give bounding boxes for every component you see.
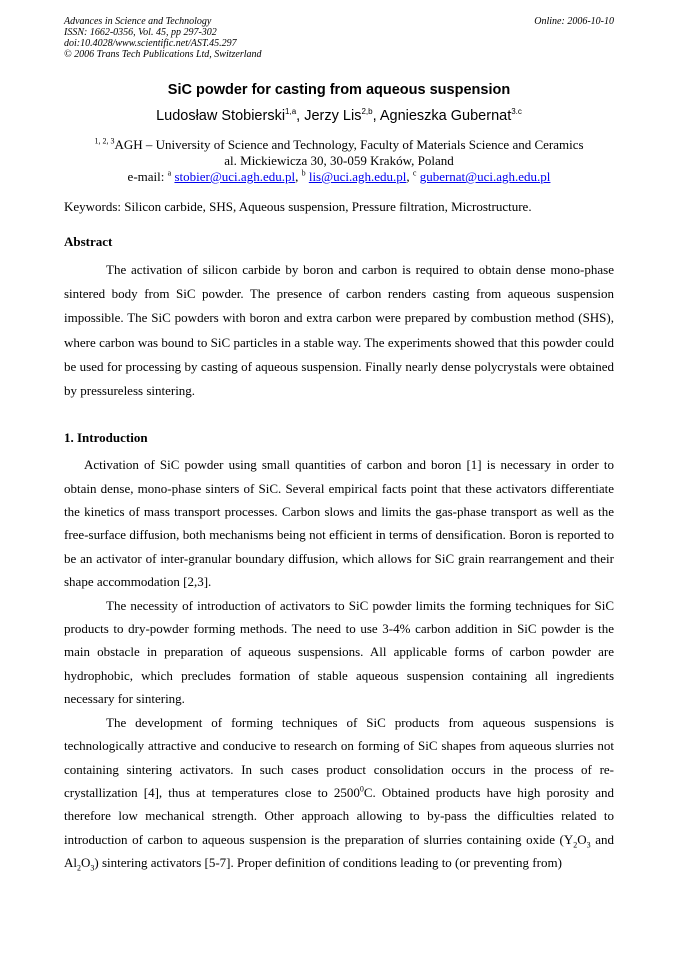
abstract-heading: Abstract [64,234,113,249]
affiliation-line [64,137,614,153]
author-name: Agnieszka Gubernat [379,108,512,124]
degree-superscript: 0 [359,784,364,794]
author-superscript: 1,a [285,107,297,117]
intro-paragraph-3 [64,711,614,875]
subscript: 2 [573,840,578,850]
paper-page [64,16,614,875]
author-superscript: 2,b [361,107,373,117]
paragraph-text: O [577,831,587,847]
paragraph-text: ) sintering activators [5-7]. Proper definition of conditions leading to (or preventing from) [94,855,562,871]
intro-paragraph-1: Activation of SiC powder using small quantities of carbon and boron [1] is necessary in order to obtain dense, mono-phase sinters of SiC. Several empirical facts point that these activators differentiate the kinetics of mass transport processes. Carbon slows and limits the gas-phase transport as well as the free-surface diffusion, both mechanisms being not efficient in terms of densification. Boron is reported to be an activator of inter-granular boundary diffusion, which allows for SiC grain rearrangement and their shape accommodation [2,3]. [64,457,614,590]
keywords-line: Keywords: Silicon carbide, SHS, Aqueous suspension, Pressure filtration, Microstructure. [64,199,532,214]
author-list: Ludosław Stobierski$^{1,a}$, Jerzy Lis$^{2,b}$, Agnieszka Gubernat$^{3.c}$ [156,107,522,124]
email-link-c[interactable]: gubernat@uci.agh.edu.pl [419,169,551,184]
doi-line: doi:10.4028/www.scientific.net/AST.45.297 [64,38,237,49]
online-date: Online: 2006-10-10 [534,16,614,27]
address-line: al. Mickiewicza 30, 30-059 Kraków, Poland [224,153,454,168]
email-link-a[interactable]: stobier@uci.agh.edu.pl [174,169,296,184]
journal-name: Advances in Science and Technology [64,16,212,27]
copyright-line: © 2006 Trans Tech Publications Ltd, Switzerland [64,49,262,60]
author-superscript: 3.c [511,107,522,117]
abstract-text: The activation of silicon carbide by boron and carbon is required to obtain dense mono-phase sintered body from SiC powder. The presence of carbon renders casting from aqueous suspension impossible. The SiC powders with boron and extra carbon were prepared by combustion method (SHS), where carbon was bound to SiC particles in a stable way. The experiments showed that this powder could be used for processing by casting of aqueous suspension. Finally nearly dense polycrystals were obtained by pressureless sintering. [64,262,614,399]
email-link-b[interactable]: lis@uci.agh.edu.pl [308,169,407,184]
paragraph-text: The development of forming techniques of SiC products from aqueous suspensions is technologically attractive and conducive to research on forming of SiC shapes from aqueous slurries not containing sintering activators. In such cases product consolidation occurs in the process of re-crystallization [4], thus at temperatures close to 2500 [64,714,614,800]
email-superscript: b [301,168,306,178]
email-line: e-mail: $^a$ stobier@uci.agh.edu.pl, $^b$ lis@uci.agh.edu.pl, $^c$ gubernat@uci.agh.edu.pl [127,168,551,184]
paragraph-text: C. Obtained products have high porosity and therefore low mechanical strength. Other approach allowing to by-pass the difficulties related to introduction of carbon to aqueous suspension is the preparation of slurries containing oxide (Y [64,784,614,847]
email-label: e-mail: [127,169,165,184]
issn-line: ISSN: 1662-0356, Vol. 45, pp 297-302 [64,27,217,38]
affiliation-text: AGH – University of Science and Technology, Faculty of Materials Science and Ceramics [114,137,584,152]
paragraph-text: and Al [64,831,614,871]
author-name: Ludosław Stobierski [156,108,286,124]
author-name: Jerzy Lis [304,108,362,124]
journal-header [64,16,614,60]
intro-paragraph-2: The necessity of introduction of activators to SiC powder limits the forming techniques for SiC products to dry-powder forming methods. The need to use 3-4% carbon addition in SiC powder is the main obstacle in preparation of aqueous suspensions. All applicable forms of carbon powder are hydrophobic, which precludes formation of stable aqueous suspension containing all ingredients necessary for sintering. [64,597,614,707]
paper-title: SiC powder for casting from aqueous suspension [167,82,511,98]
affiliation-superscript: 1, 2, 3 [94,136,115,146]
introduction-heading: 1. Introduction [64,430,148,446]
email-superscript: c [412,168,417,178]
paragraph-text: O [81,855,91,871]
subscript: 3 [586,840,591,850]
subscript: 2 [77,863,81,873]
subscript: 3 [90,863,95,873]
affiliation-block [64,137,614,185]
email-superscript: a [167,168,172,178]
